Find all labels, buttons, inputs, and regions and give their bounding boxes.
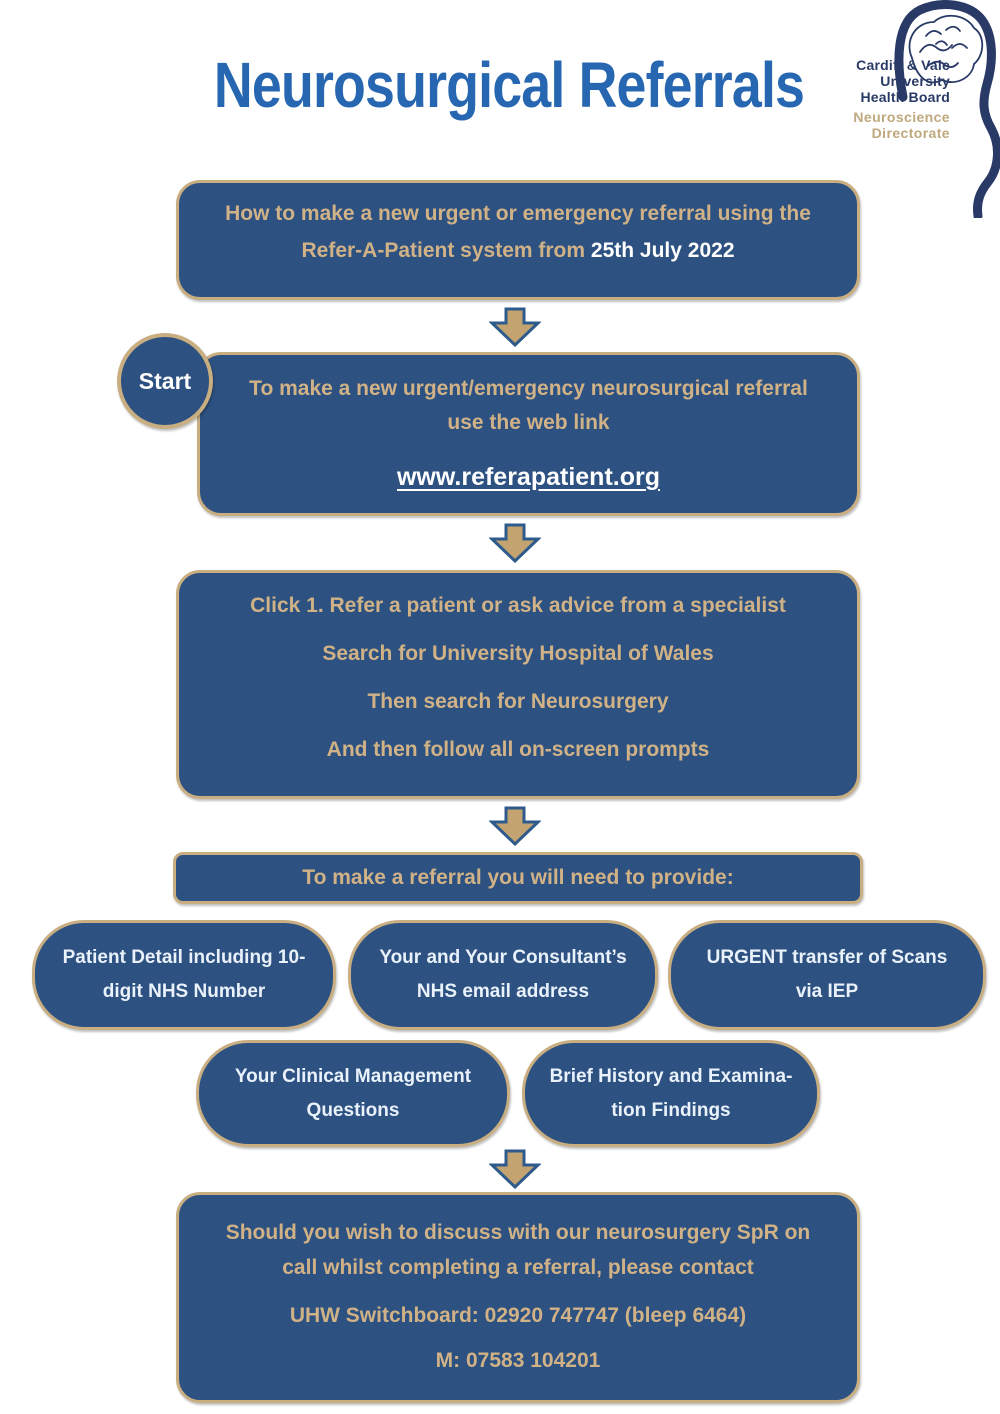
weblink-box bbox=[197, 352, 860, 516]
step-line-2: Search for University Hospital of Wales bbox=[322, 642, 714, 665]
down-arrow-icon bbox=[489, 806, 541, 846]
start-label: Start bbox=[138, 367, 192, 394]
logo-org-name: Cardiff & Vale University Health Board bbox=[856, 57, 950, 105]
pill-line: Patient Detail including 10- bbox=[62, 947, 306, 968]
page-title: Neurosurgical Referrals bbox=[213, 49, 805, 121]
pill-line: URGENT transfer of Scans bbox=[706, 947, 948, 968]
requirement-pill-history-findings bbox=[522, 1040, 820, 1147]
referapatient-link[interactable]: www.referapatient.org bbox=[396, 463, 660, 491]
step-line-4: And then follow all on-screen prompts bbox=[326, 738, 710, 761]
weblink-line-2: use the web link bbox=[447, 411, 610, 434]
intro-box bbox=[176, 180, 860, 300]
intro-line-2 bbox=[179, 232, 857, 269]
contact-mobile: M: 07583 104201 bbox=[435, 1349, 601, 1372]
requirement-pill-nhs-number bbox=[32, 920, 336, 1030]
step-line-1: Click 1. Refer a patient or ask advice from a specialist bbox=[250, 594, 786, 617]
steps-box bbox=[176, 570, 860, 799]
down-arrow-icon bbox=[489, 307, 541, 347]
pill-line: Your Clinical Management bbox=[234, 1065, 472, 1087]
contact-line-2: call whilst completing a referral, please contact bbox=[282, 1256, 754, 1279]
requirement-pill-email bbox=[348, 920, 658, 1030]
org-logo bbox=[840, 0, 1000, 218]
pill-line: tion Findings bbox=[611, 1099, 731, 1121]
requirement-pill-clinical-questions bbox=[196, 1040, 510, 1147]
step-line-3: Then search for Neurosurgery bbox=[367, 690, 669, 713]
pill-line: digit NHS Number bbox=[102, 981, 266, 1002]
down-arrow-icon bbox=[489, 1149, 541, 1189]
provide-heading: To make a referral you will need to provide: bbox=[302, 866, 734, 889]
intro-line-2-date: 25th July 2022 bbox=[590, 239, 735, 262]
contact-box bbox=[176, 1192, 860, 1403]
pill-line: Brief History and Examina- bbox=[549, 1065, 793, 1087]
logo-dept-name: Neuroscience Directorate bbox=[853, 109, 950, 141]
pill-line: via IEP bbox=[795, 981, 859, 1002]
requirement-pill-scans bbox=[668, 920, 986, 1030]
pill-line: Questions bbox=[306, 1099, 400, 1121]
intro-line-2-prefix: Refer-A-Patient system from bbox=[301, 239, 586, 262]
weblink-line-1: To make a new urgent/emergency neurosurgical referral bbox=[249, 377, 808, 400]
contact-switchboard: UHW Switchboard: 02920 747747 (bleep 6464) bbox=[289, 1304, 747, 1327]
start-badge bbox=[117, 333, 213, 429]
intro-line-1: How to make a new urgent or emergency referral using the bbox=[225, 202, 811, 225]
pill-line: NHS email address bbox=[416, 981, 590, 1002]
pill-line: Your and Your Consultant’s bbox=[379, 947, 627, 968]
contact-line-1: Should you wish to discuss with our neurosurgery SpR on bbox=[225, 1221, 811, 1244]
provide-header-box bbox=[173, 852, 863, 904]
down-arrow-icon bbox=[489, 523, 541, 563]
